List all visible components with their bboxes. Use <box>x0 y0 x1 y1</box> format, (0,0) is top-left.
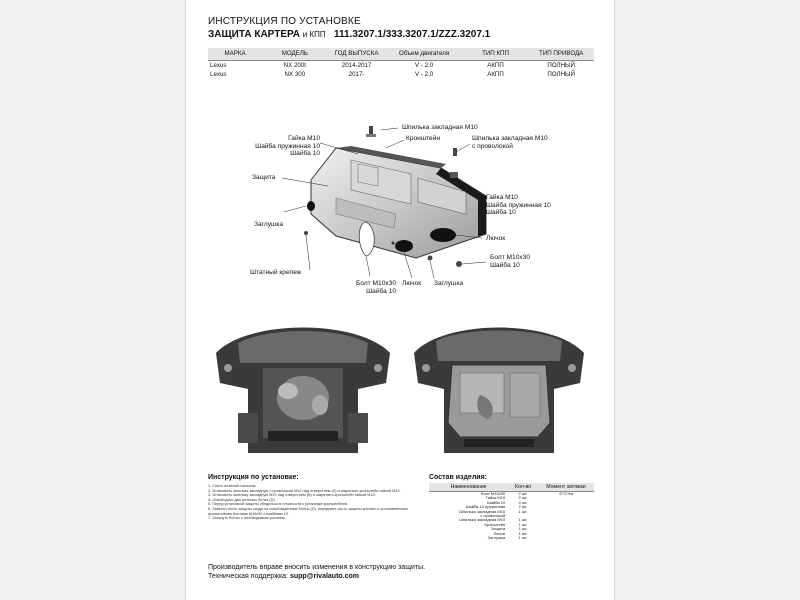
table-row: Кронштейн 1 шт. <box>484 521 528 527</box>
table-row <box>208 61 594 71</box>
plug-left <box>307 201 315 211</box>
vehicle-table <box>208 48 594 79</box>
list-item: 1. Снять штатный пыльник. <box>208 484 257 488</box>
label-nut-right: Гайка М10 Шайба пружинная 10 Шайба 10 <box>486 194 551 217</box>
stud-top <box>369 126 373 134</box>
table-row: Заглушка 1 шт. <box>487 535 528 541</box>
col-engine: Объем двигателя <box>386 48 463 61</box>
support-label: Техническая поддержка: <box>208 573 289 580</box>
hatch-lower <box>395 240 413 252</box>
photo-after <box>404 313 594 463</box>
col-torque: Момент затяжки <box>538 483 594 492</box>
assembly-diagram <box>186 118 614 308</box>
label-guard: Защита <box>252 174 276 181</box>
label-stud-wire: Шпилька закладная М10 с проволокой <box>472 135 548 150</box>
hatch-opening <box>430 228 456 242</box>
cell-year: 2014-2017 <box>341 62 372 69</box>
col-qty: Кол-во <box>508 483 538 492</box>
support-email-link[interactable]: supp@rivalauto.com <box>289 573 360 580</box>
instructions-list <box>208 484 408 521</box>
label-hatch-right: Лючок <box>486 235 506 242</box>
cell-gearbox: АКПП <box>487 62 504 69</box>
cell-drive: ПОЛНЫЙ <box>547 71 575 78</box>
cell-drive: ПОЛНЫЙ <box>547 62 575 69</box>
article-code: 111.3207.1/333.3207.1/ZZZ.3207.1 <box>334 29 491 40</box>
product-suffix: и КПП <box>302 30 326 39</box>
cell-year: 2017- <box>348 71 365 78</box>
table-row: Шпилька закладная М10 1 шт. <box>459 508 528 514</box>
underbody-photos <box>208 313 594 463</box>
cell-model: NX 300 <box>284 71 306 78</box>
instruction-sheet <box>186 0 614 600</box>
col-gearbox: ТИП КПП <box>463 48 529 61</box>
label-hatch-bottom: Лючок <box>402 280 422 287</box>
col-drive: ТИП ПРИВОДА <box>528 48 594 61</box>
table-row: Шайба 10 4 шт. <box>487 499 528 505</box>
list-item: 7. Затянуть болты с необходимым усилием. <box>208 516 286 521</box>
header-subtitle <box>208 29 326 40</box>
list-item: 3. Установить шпильку закладную М10 над отверстием (В) и закрепить кронштейн гайкой М10. <box>208 493 376 498</box>
table-row <box>208 70 594 79</box>
cell-make: Lexus <box>210 62 227 69</box>
vehicle-table-header <box>208 48 594 61</box>
manufacturer-notice: Производитель вправе вносить изменения в конструкцию защиты. <box>208 564 426 571</box>
label-bolt-right: Болт М10х30 Шайба 10 <box>490 254 531 269</box>
label-bolt-bottom: Болт М10х30 Шайба 10 <box>355 280 396 295</box>
col-make: МАРКА <box>208 48 262 61</box>
photo-before <box>208 313 398 463</box>
table-row: Лючок 1 шт. <box>493 530 528 536</box>
plug-bottom <box>428 256 433 261</box>
label-bracket: Кронштейн <box>406 135 441 142</box>
parts-table <box>429 483 594 540</box>
table-row: Защита 1 шт. <box>491 526 528 532</box>
cell-make: Lexus <box>210 71 227 78</box>
list-item: 2. Установить шпильки закладную с проволокой М10 над отверстием (А) и закрепить кронштейн гайкой М10. <box>208 488 401 493</box>
bolt-right <box>456 261 462 267</box>
label-plug-bottom: Заглушка <box>434 280 464 287</box>
table-row: Шайба 10 пружинная 2 шт. <box>465 504 528 510</box>
list-item: 5. Перед установкой защиты убедиться в готовности к установке кронштейнов. <box>208 502 348 507</box>
cell-engine: V - 2,0 <box>415 71 434 78</box>
table-row: с проволокой <box>480 513 506 519</box>
col-year: ГОД ВЫПУСКА <box>328 48 386 61</box>
cell-gearbox: АКПП <box>487 71 504 78</box>
product-name: ЗАЩИТА КАРТЕРА <box>208 29 300 40</box>
col-name: Наименование <box>429 483 508 492</box>
footer <box>208 563 425 581</box>
parts-title: Состав изделия: <box>429 474 487 481</box>
instructions-title: Инструкция по установке: <box>208 474 299 481</box>
support-line <box>208 572 425 581</box>
col-model: МОДЕЛЬ <box>262 48 328 61</box>
cell-model: NX 200t <box>283 62 307 69</box>
label-stud: Шпилька закладная М10 <box>402 124 478 131</box>
label-nut-left: Гайка М10 Шайба пружинная 10 Шайба 10 <box>255 135 320 158</box>
table-row: Шпилька закладная М10 1 шт. <box>459 517 528 523</box>
table-row: Гайка М10 2 шт. <box>485 495 528 501</box>
label-standard-mount: Штатный крепеж <box>250 269 302 276</box>
bracket-part <box>450 172 458 178</box>
list-item: 4. Освободить два штатных болта (D). <box>208 497 276 502</box>
list-item: 6. Завести часть защиты сзади на освобожденные болты (D), переднюю часть защиты крепить к установленным кронштейнам болтами М10х30 с шайбами 10. <box>208 506 408 516</box>
header-title: ИНСТРУКЦИЯ ПО УСТАНОВКЕ <box>208 16 361 27</box>
cell-engine: V - 2,0 <box>415 62 434 69</box>
table-row: Болт М10х30 2 шт. 47.0 Нм <box>480 491 574 496</box>
label-plug-left: Заглушка <box>254 221 284 228</box>
